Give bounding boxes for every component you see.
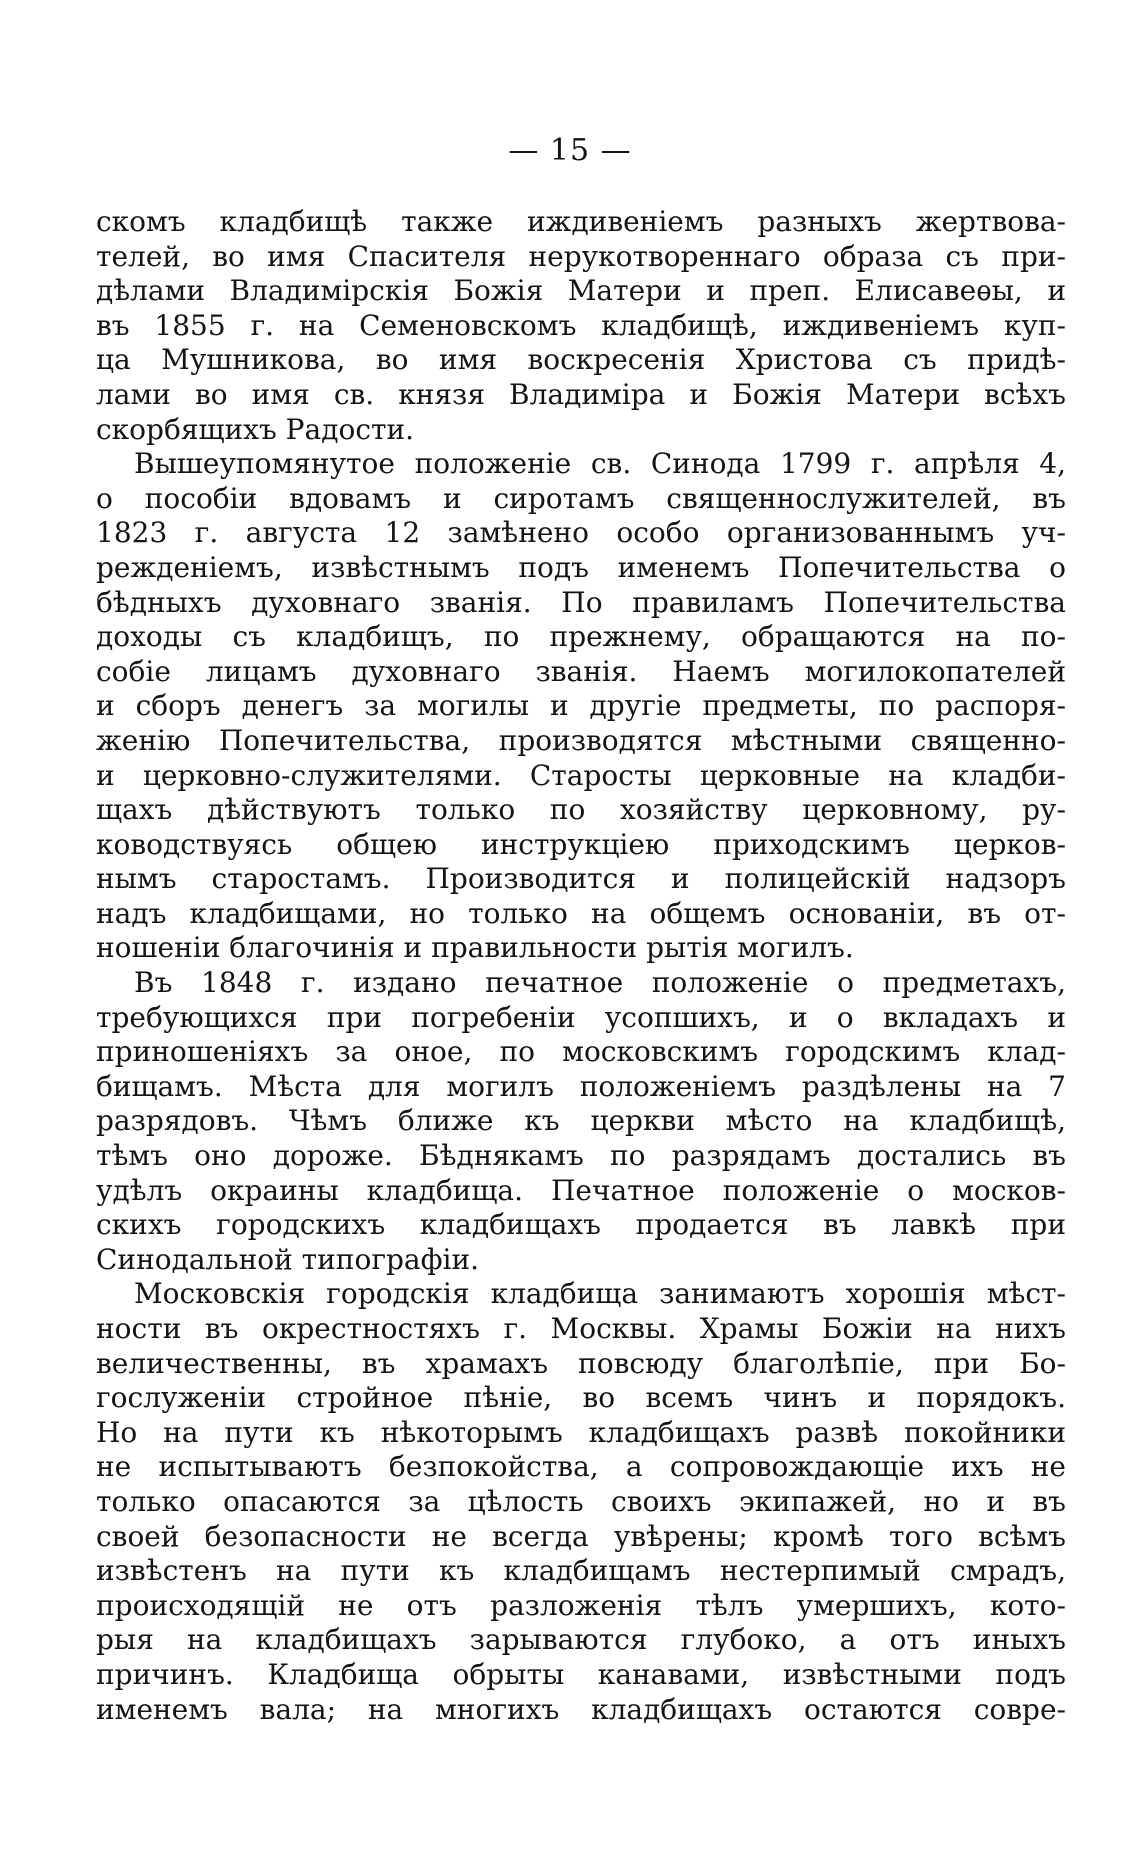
text-line: бищамъ. Мѣста для могилъ положеніемъ раздѣлены на 7 [96,1069,1066,1103]
text-line: лами во имя св. князя Владиміра и Божія Матери всѣхъ [96,377,1066,411]
text-line: телей, во имя Спасителя нерукотвореннаго образа съ при- [96,239,1066,273]
text-line: именемъ вала; на многихъ кладбищахъ остаются совре- [96,1692,1066,1726]
text-line: разрядовъ. Чѣмъ ближе къ церкви мѣсто на кладбищѣ, [96,1104,1066,1138]
text-line: собіе лицамъ духовнаго званія. Наемъ могилокопателей [96,654,1066,688]
text-line: режденіемъ, извѣстнымъ подъ именемъ Попечительства о [96,550,1066,584]
text-line: Но на пути къ нѣкоторымъ кладбищахъ развѣ покойники [96,1415,1066,1449]
text-line: своей безопасности не всегда увѣрены; кромѣ того всѣмъ [96,1519,1066,1553]
text-line: тѣмъ оно дороже. Бѣднякамъ по разрядамъ достались въ [96,1139,1066,1173]
text-line: удѣлъ окраины кладбища. Печатное положеніе о москов- [96,1173,1066,1207]
text-line: дѣлами Владимірскія Божія Матери и преп. Елисавеѳы, и [96,274,1066,308]
text-line: Московскія городскія кладбища занимаютъ хорошія мѣст- [134,1277,1066,1311]
text-line: требующихся при погребеніи усопшихъ, и о вкладахъ и [96,1000,1066,1034]
text-line: причинъ. Кладбища обрыты канавами, извѣстными подъ [96,1657,1066,1691]
text-line: женію Попечительства, производятся мѣстными священно- [96,723,1066,757]
text-line: Въ 1848 г. издано печатное положеніе о предметахъ, [134,966,1066,1000]
text-line: щахъ дѣйствуютъ только по хозяйству церковному, ру- [96,793,1066,827]
text-line: и сборъ денегъ за могилы и другіе предметы, по распоря- [96,689,1066,723]
text-line: ца Мушникова, во имя воскресенія Христова съ придѣ- [96,343,1066,377]
text-line: въ 1855 г. на Семеновскомъ кладбищѣ, иждивеніемъ куп- [96,308,1066,342]
text-line: и церковно-служителями. Старосты церковные на кладби- [96,758,1066,792]
text-line: ководствуясь общею инструкціею приходскимъ церков- [96,827,1066,861]
text-line: ности въ окрестностяхъ г. Москвы. Храмы Божіи на нихъ [96,1312,1066,1345]
text-line: извѣстенъ на пути къ кладбищамъ нестерпимый смрадъ, [96,1554,1066,1588]
text-line: Вышеупомянутое положеніе св. Синода 1799 г. апрѣля 4, [134,447,1066,481]
text-line: не испытываютъ безпокойства, а сопровождающіе ихъ не [96,1450,1066,1484]
text-line: ношеніи благочинія и правильности рытія могилъ. [96,931,854,965]
text-line: приношеніяхъ за оное, по московскимъ городскимъ клад- [96,1035,1066,1069]
text-line: надъ кладбищами, но только на общемъ основаніи, въ от- [96,896,1066,930]
text-line: рыя на кладбищахъ зарываются глубоко, а отъ иныхъ [96,1623,1066,1657]
text-line: скихъ городскихъ кладбищахъ продается въ лавкѣ при [96,1208,1066,1242]
text-line: гослуженіи стройное пѣніе, во всемъ чинъ и порядокъ. [96,1381,1066,1415]
text-line: Синодальной типографіи. [96,1242,480,1276]
text-line: бѣдныхъ духовнаго званія. По правиламъ Попечительства [96,585,1066,619]
text-line: 1823 г. августа 12 замѣнено особо организованнымъ уч- [96,516,1066,550]
text-line: величественны, въ храмахъ повсюду благолѣпіе, при Бо- [96,1346,1066,1380]
body-text [96,205,1066,1727]
text-line: нымъ старостамъ. Производится и полицейскій надзоръ [96,862,1066,896]
text-line: скорбящихъ Радости. [96,412,415,446]
page-number: — 15 — [508,133,632,168]
text-line: скомъ кладбищѣ также иждивеніемъ разныхъ жертвова- [96,205,1066,238]
text-line: происходящій не отъ разложенія тѣлъ умершихъ, кото- [96,1588,1066,1622]
text-line: о пособіи вдовамъ и сиротамъ священнослужителей, въ [96,481,1066,515]
text-line: доходы съ кладбищъ, по прежнему, обращаются на по- [96,620,1066,654]
text-line: только опасаются за цѣлость своихъ экипажей, но и въ [96,1484,1066,1518]
